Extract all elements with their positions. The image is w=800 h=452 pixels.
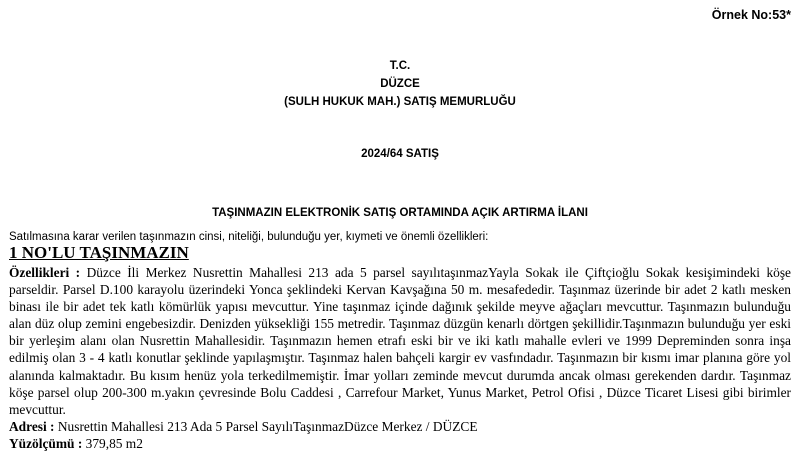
intro-text: Satılmasına karar verilen taşınmazın cinsi, niteliği, bulunduğu yer, kıymeti ve önemli özellikleri: bbox=[9, 231, 489, 243]
sample-number: Örnek No:53* bbox=[711, 8, 791, 22]
properties-label: Özellikleri : bbox=[9, 265, 81, 280]
address-label: Adresi : bbox=[9, 418, 55, 434]
properties-paragraph bbox=[9, 264, 791, 418]
header-line-office: (SULH HUKUK MAH.) SATIŞ MEMURLUĞU bbox=[284, 96, 516, 108]
header-line-tc: T.C. bbox=[389, 60, 411, 72]
address-paragraph bbox=[9, 418, 791, 435]
announcement-title: TAŞINMAZIN ELEKTRONİK SATIŞ ORTAMINDA AÇIK ARTIRMA İLANI bbox=[212, 207, 588, 219]
header-line-city: DÜZCE bbox=[380, 78, 420, 90]
sale-number: 2024/64 SATIŞ bbox=[361, 148, 439, 160]
area-text: 379,85 m2 bbox=[82, 435, 143, 451]
properties-text: Düzce İli Merkez Nusrettin Mahallesi 213 ada 5 parsel sayılıtaşınmazYayla Sokak ile Çiftçioğlu Sokak kesişimindeki köşe parseldir. Parsel D.100 karayolu üzerindeki Yonca şeklindeki Kervan Kavşağına 50 m. mesafededir. Taşınmaz üzerinde bir adet 2 katlı mesken binası ile bir adet tek katlı kömürlük yapısı mevcuttur. Yine taşınmaz içinde dağınık şekilde meyve ağaçları mevcuttur. Taşınmazın bulunduğu alan düz olup zemini engebesizdir. Denizden yüksekliği 155 metredir. Taşınmaz düzgün kenarlı dörtgen şekillidir.Taşınmazın bulunduğu yer eski bir yerleşim alanı olan Nusrettin Mahallesidir. Taşınmazın hemen etrafı eski bir ve iki katlı mahalle evleri ve 1999 Depreminden sonra inşa edilmiş olan 3 - 4 katlı konutlar şeklinde yapılaşmıştır. Taşınmaz halen bahçeli kargir ev vasfındadır. Taşınmazın bir kısmı imar planına göre yol alanında kalmaktadır. Bu kısım henüz yola terkedilmemiştir. İmar yolları zeminde mevcut durumda ancak olması gerekenden dardır. Taşınmaz köşe parsel olup 200-300 m.yakın çevresinde Bolu Caddesi , Carrefour Market, Yunus Market, Petrol Ofisi , Düzce Ticaret Lisesi gibi birimler mevcuttur. bbox=[9, 265, 791, 417]
area-label: Yüzölçümü : bbox=[9, 435, 83, 451]
parcel-details bbox=[9, 264, 791, 452]
address-text: Nusrettin Mahallesi 213 Ada 5 Parsel SayılıTaşınmazDüzce Merkez / DÜZCE bbox=[54, 418, 478, 434]
area-paragraph bbox=[9, 435, 791, 452]
parcel-title: 1 NO'LU TAŞINMAZIN bbox=[9, 243, 189, 262]
